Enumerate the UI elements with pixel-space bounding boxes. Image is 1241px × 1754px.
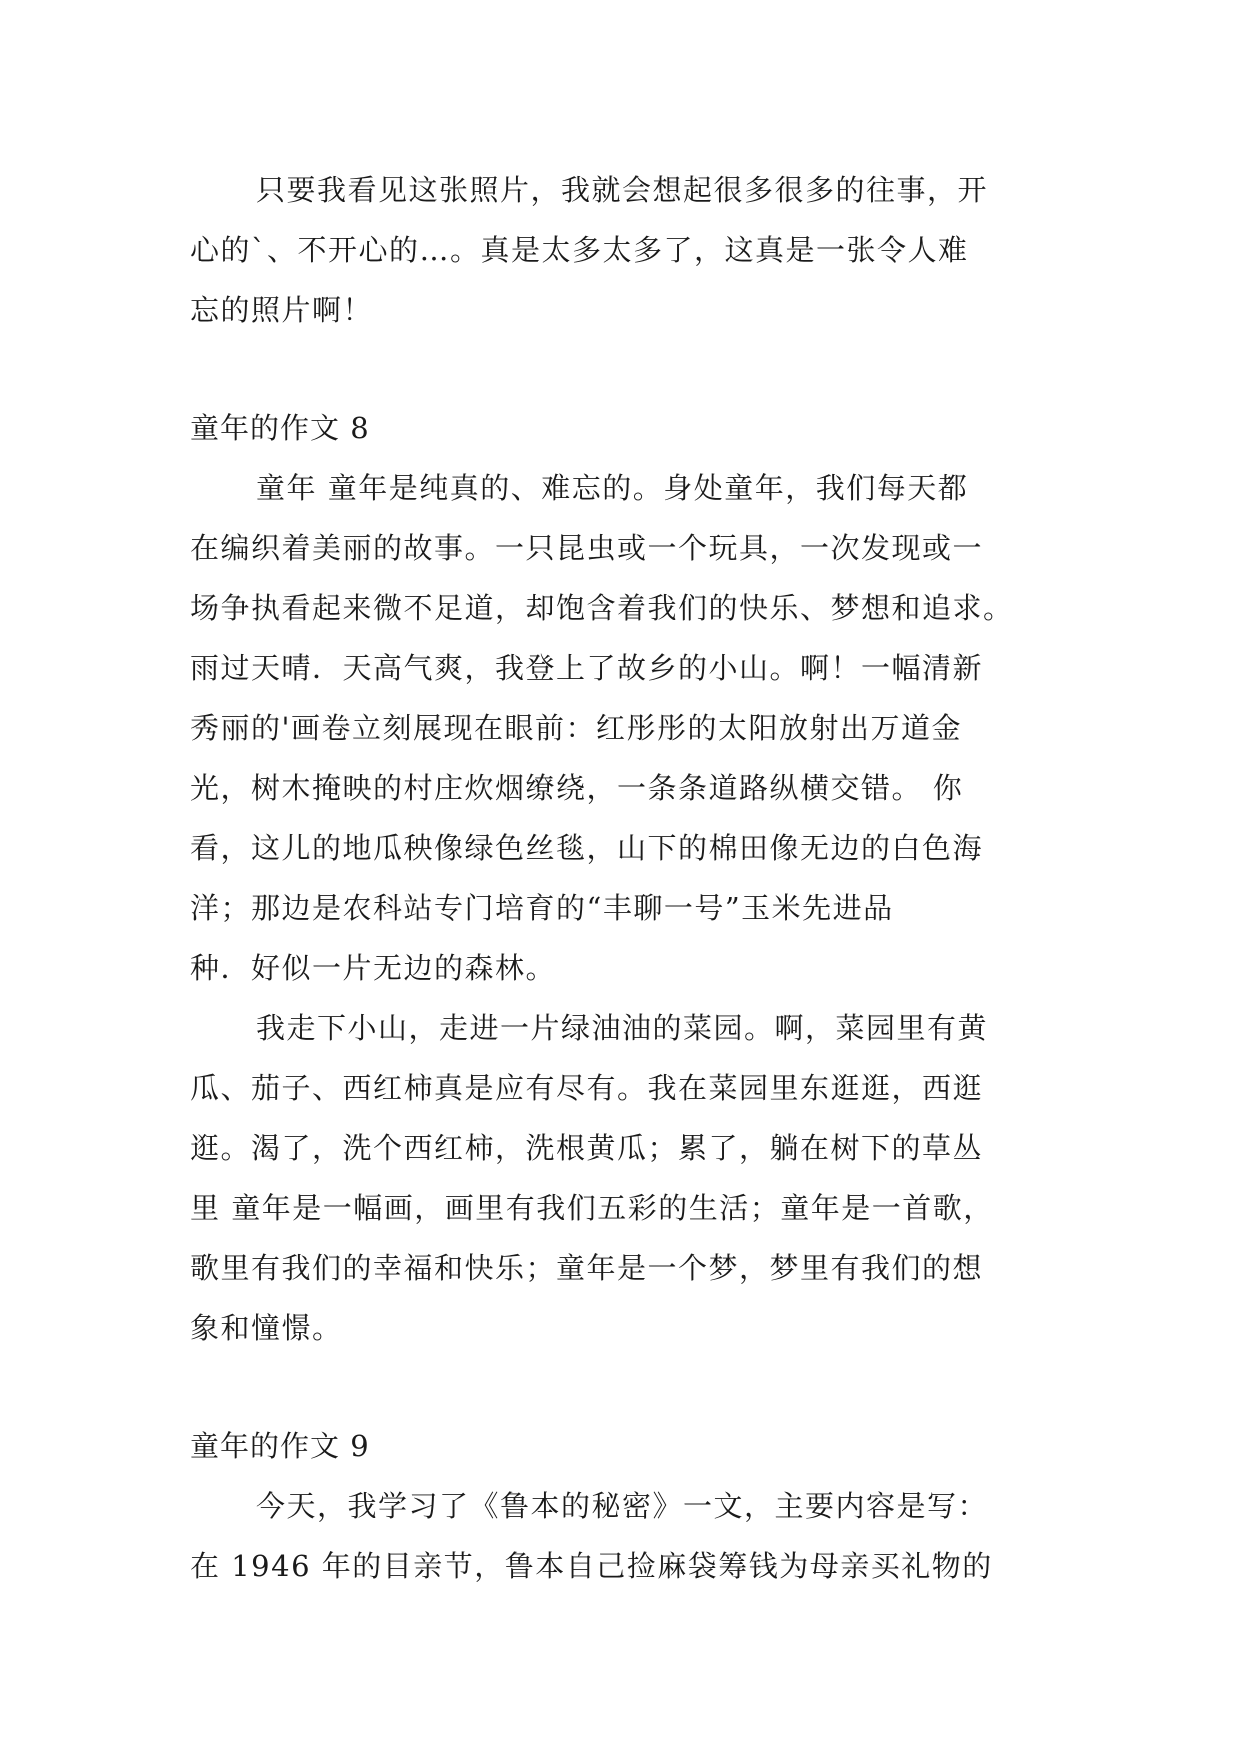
text-line: 忘的照片啊！ [190, 293, 374, 327]
text-line: 里 童年是一幅画，画里有我们五彩的生活；童年是一首歌， [190, 1191, 994, 1225]
section-gap [190, 340, 1070, 398]
text-line: 光，树木掩映的村庄炊烟缭绕，一条条道路纵横交错。 你 [190, 771, 964, 805]
text-line: 种．好似一片无边的森林。 [190, 951, 557, 985]
text-line: 场争执看起来微不足道，却饱含着我们的快乐、梦想和追求。 [190, 591, 1014, 625]
text-line: 童年 童年是纯真的、难忘的。身处童年，我们每天都 [256, 471, 969, 505]
text-line: 在编织着美丽的故事。一只昆虫或一个玩具，一次发现或一 [190, 531, 984, 565]
text-line: 今天，我学习了《鲁本的秘密》一文，主要内容是写： [256, 1489, 989, 1523]
text-line: 只要我看见这张照片，我就会想起很多很多的往事，开 [256, 173, 989, 207]
essay-8-heading: 童年的作文 8 [190, 411, 370, 445]
section-gap [190, 1358, 1070, 1416]
essay-9-heading: 童年的作文 9 [190, 1429, 370, 1463]
text-line: 心的`、不开心的…。真是太多太多了，这真是一张令人难 [190, 233, 969, 267]
document-page [190, 160, 1070, 1596]
text-line: 秀丽的'画卷立刻展现在眼前：红彤彤的太阳放射出万道金 [190, 711, 962, 745]
essay-9-paragraph-1 [190, 1476, 1070, 1596]
essay-8-paragraph-1 [190, 458, 1070, 998]
text-line: 在 1946 年的目亲节，鲁本自己捡麻袋筹钱为母亲买礼物的 [190, 1549, 993, 1583]
essay-7-closing-paragraph [190, 160, 1070, 340]
text-line: 瓜、茄子、西红柿真是应有尽有。我在菜园里东逛逛，西逛 [190, 1071, 984, 1105]
essay-8-paragraph-2 [190, 998, 1070, 1358]
text-line: 看，这儿的地瓜秧像绿色丝毯，山下的棉田像无边的白色海 [190, 831, 984, 865]
text-line: 逛。渴了，洗个西红柿，洗根黄瓜；累了，躺在树下的草丛 [190, 1131, 984, 1165]
text-line: 洋；那边是农科站专门培育的“丰聊一号”玉米先进品 [190, 891, 894, 925]
text-line: 我走下小山，走进一片绿油油的菜园。啊，菜园里有黄 [256, 1011, 989, 1045]
text-line: 象和憧憬。 [190, 1311, 343, 1345]
text-line: 雨过天晴．天高气爽，我登上了故乡的小山。啊！一幅清新 [190, 651, 984, 685]
text-line: 歌里有我们的幸福和快乐；童年是一个梦，梦里有我们的想 [190, 1251, 984, 1285]
